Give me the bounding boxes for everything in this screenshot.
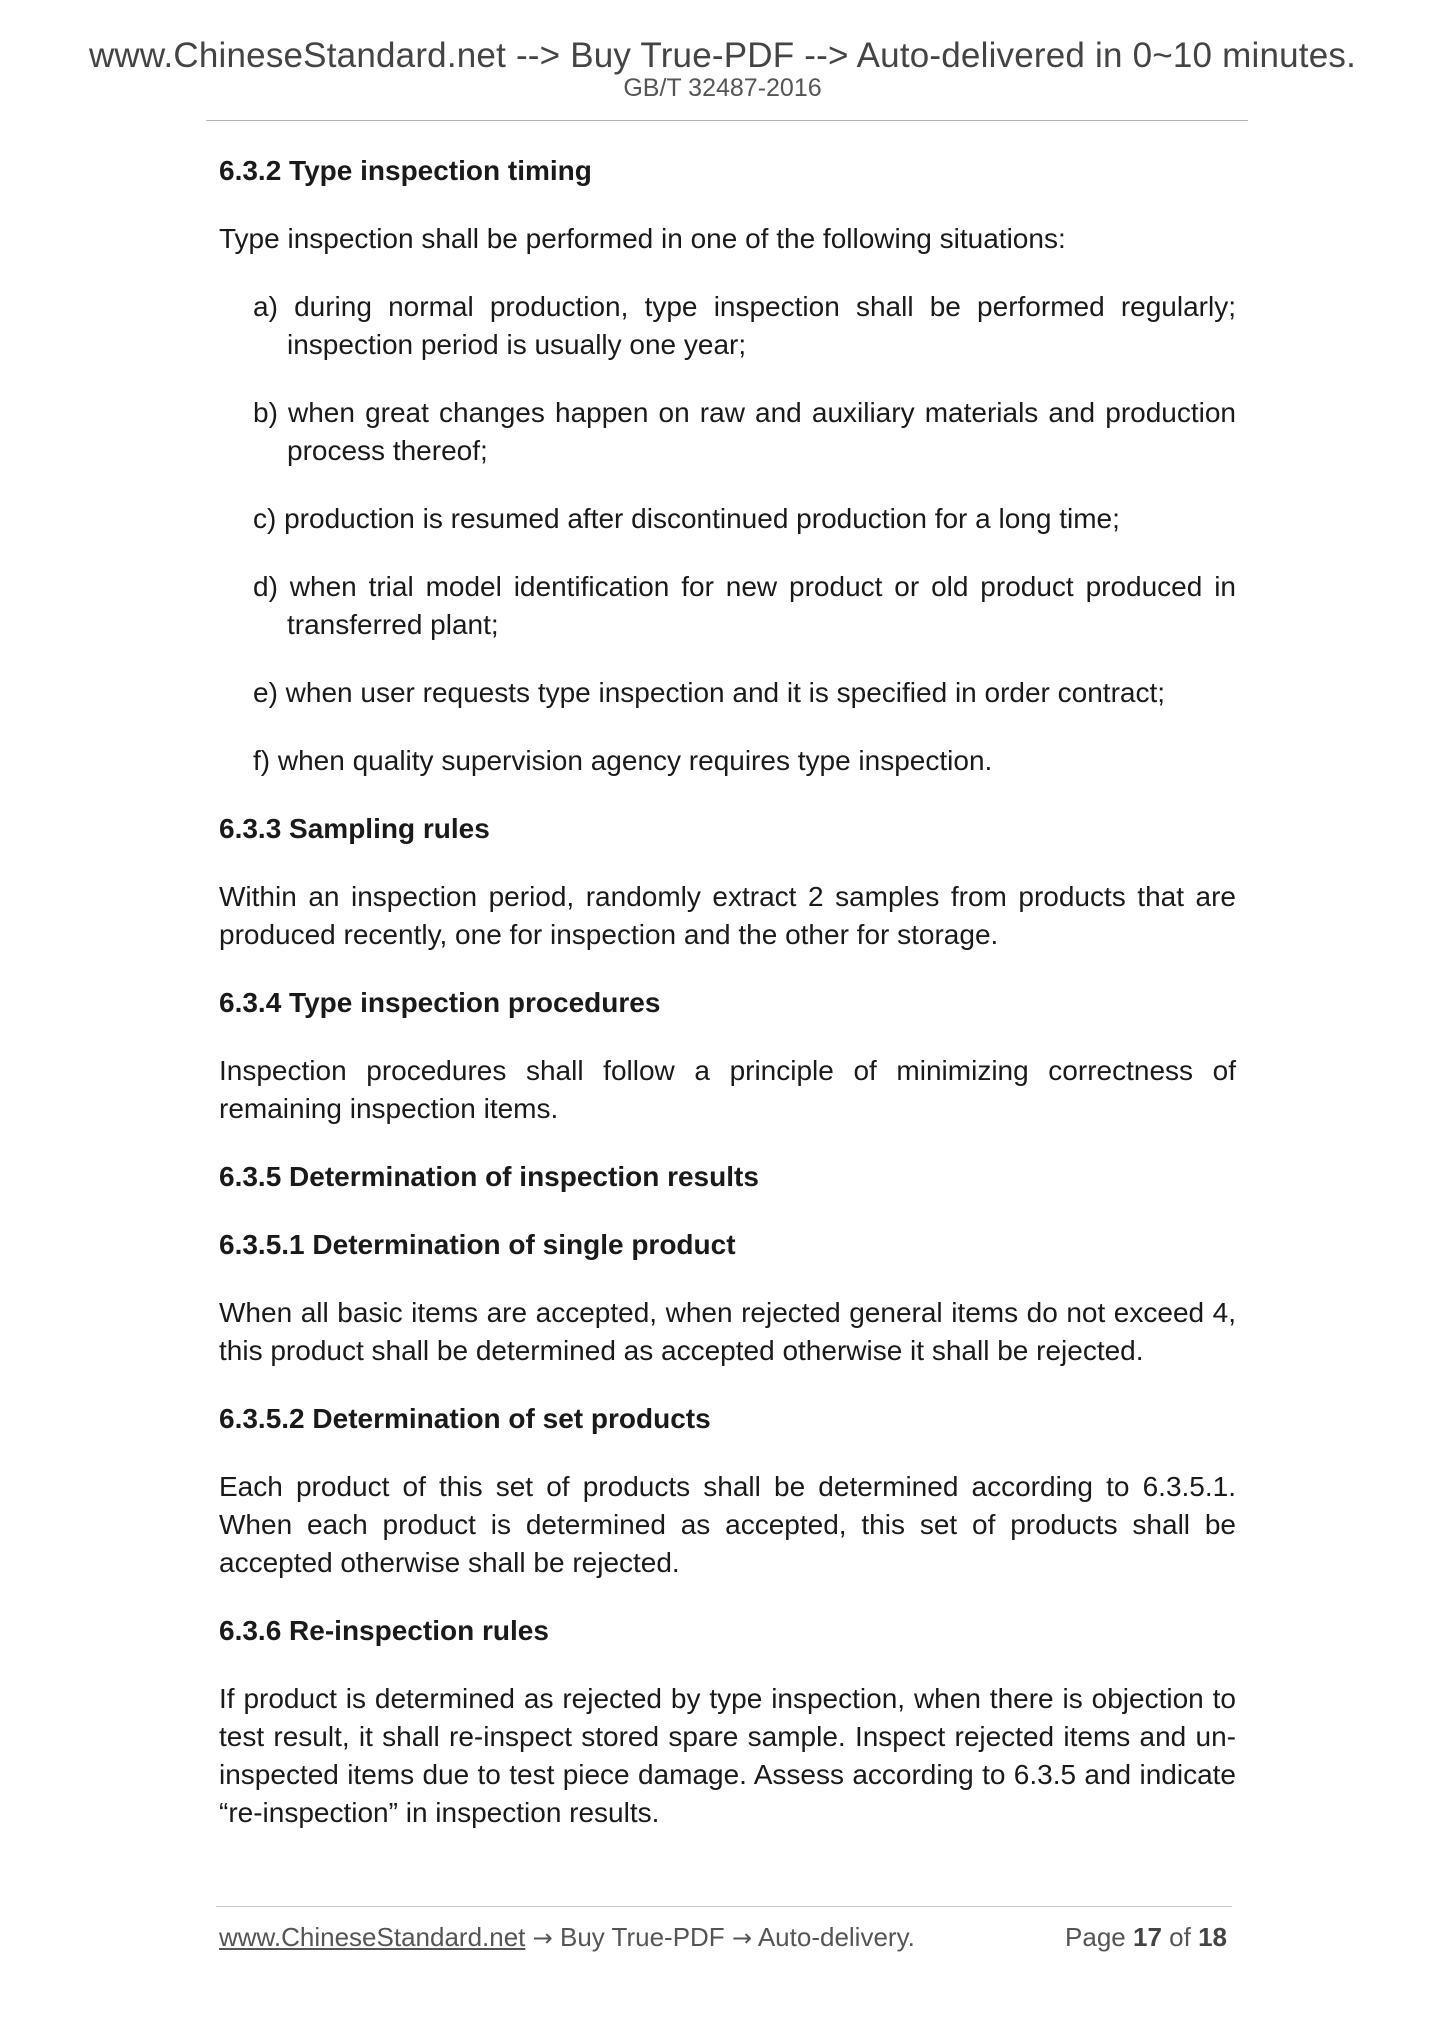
list-item: e) when user requests type inspection and it is specified in order contract; xyxy=(253,677,1166,708)
page-total: 18 xyxy=(1198,1922,1227,1952)
header-banner: www.ChineseStandard.net --> Buy True-PDF --> Auto-delivered in 0~10 minutes. xyxy=(88,36,1357,75)
list-item: c) production is resumed after discontinued production for a long time; xyxy=(253,503,1120,534)
page-footer xyxy=(219,1922,1227,1962)
page-current: 17 xyxy=(1133,1922,1162,1952)
section-6-3-3-text: Within an inspection period, randomly extract 2 samples from products that are produced recently, one for inspection and the other for storage. xyxy=(219,881,1236,950)
section-heading-6-3-5-2: 6.3.5.2 Determination of set products xyxy=(219,1403,711,1434)
header-divider xyxy=(206,120,1248,121)
section-heading-6-3-4: 6.3.4 Type inspection procedures xyxy=(219,987,661,1018)
section-6-3-2-intro: Type inspection shall be performed in one of the following situations: xyxy=(219,223,1066,254)
site-link[interactable]: www.ChineseStandard.net xyxy=(219,1922,526,1952)
list-item: b) when great changes happen on raw and auxiliary materials and production process thereof; xyxy=(253,397,1236,466)
of-label: of xyxy=(1169,1922,1191,1952)
section-heading-6-3-6: 6.3.6 Re-inspection rules xyxy=(219,1615,549,1646)
section-heading-6-3-3: 6.3.3 Sampling rules xyxy=(219,813,490,844)
footer-promo xyxy=(219,1922,915,1953)
section-heading-6-3-5: 6.3.5 Determination of inspection results xyxy=(219,1161,759,1192)
section-6-3-6-text: If product is determined as rejected by type inspection, when there is objection to test result, it shall re-inspect stored spare sample. Inspect rejected items and un-inspected items due to test piece damage. Assess according to 6.3.5 and indicate “re-inspection” in inspection results. xyxy=(219,1683,1236,1828)
arrow-right-icon: → xyxy=(532,1924,553,1952)
arrow-right-icon: → xyxy=(731,1924,753,1952)
footer-delivery-text: Auto-delivery. xyxy=(757,1922,915,1952)
footer-divider xyxy=(216,1906,1232,1907)
page-label: Page xyxy=(1065,1922,1126,1952)
section-6-3-5-1-text: When all basic items are accepted, when rejected general items do not exceed 4, this product shall be determined as accepted otherwise it shall be rejected. xyxy=(219,1297,1236,1366)
footer-buy-text: Buy True-PDF xyxy=(559,1922,725,1952)
section-heading-6-3-5-1: 6.3.5.1 Determination of single product xyxy=(219,1229,736,1260)
page-number xyxy=(1065,1922,1227,1953)
standard-code: GB/T 32487-2016 xyxy=(623,74,822,102)
list-item: d) when trial model identification for new product or old product produced in transferred plant; xyxy=(253,571,1236,640)
section-heading-6-3-2: 6.3.2 Type inspection timing xyxy=(219,155,592,186)
situation-list xyxy=(219,288,1236,780)
section-6-3-4-text: Inspection procedures shall follow a principle of minimizing correctness of remaining inspection items. xyxy=(219,1055,1236,1124)
list-item: a) during normal production, type inspection shall be performed regularly; inspection period is usually one year; xyxy=(253,291,1236,360)
list-item: f) when quality supervision agency requires type inspection. xyxy=(253,745,993,776)
document-body xyxy=(219,152,1236,1862)
section-6-3-5-2-text: Each product of this set of products shall be determined according to 6.3.5.1. When each product is determined as accepted, this set of products shall be accepted otherwise shall be rejected. xyxy=(219,1471,1236,1578)
